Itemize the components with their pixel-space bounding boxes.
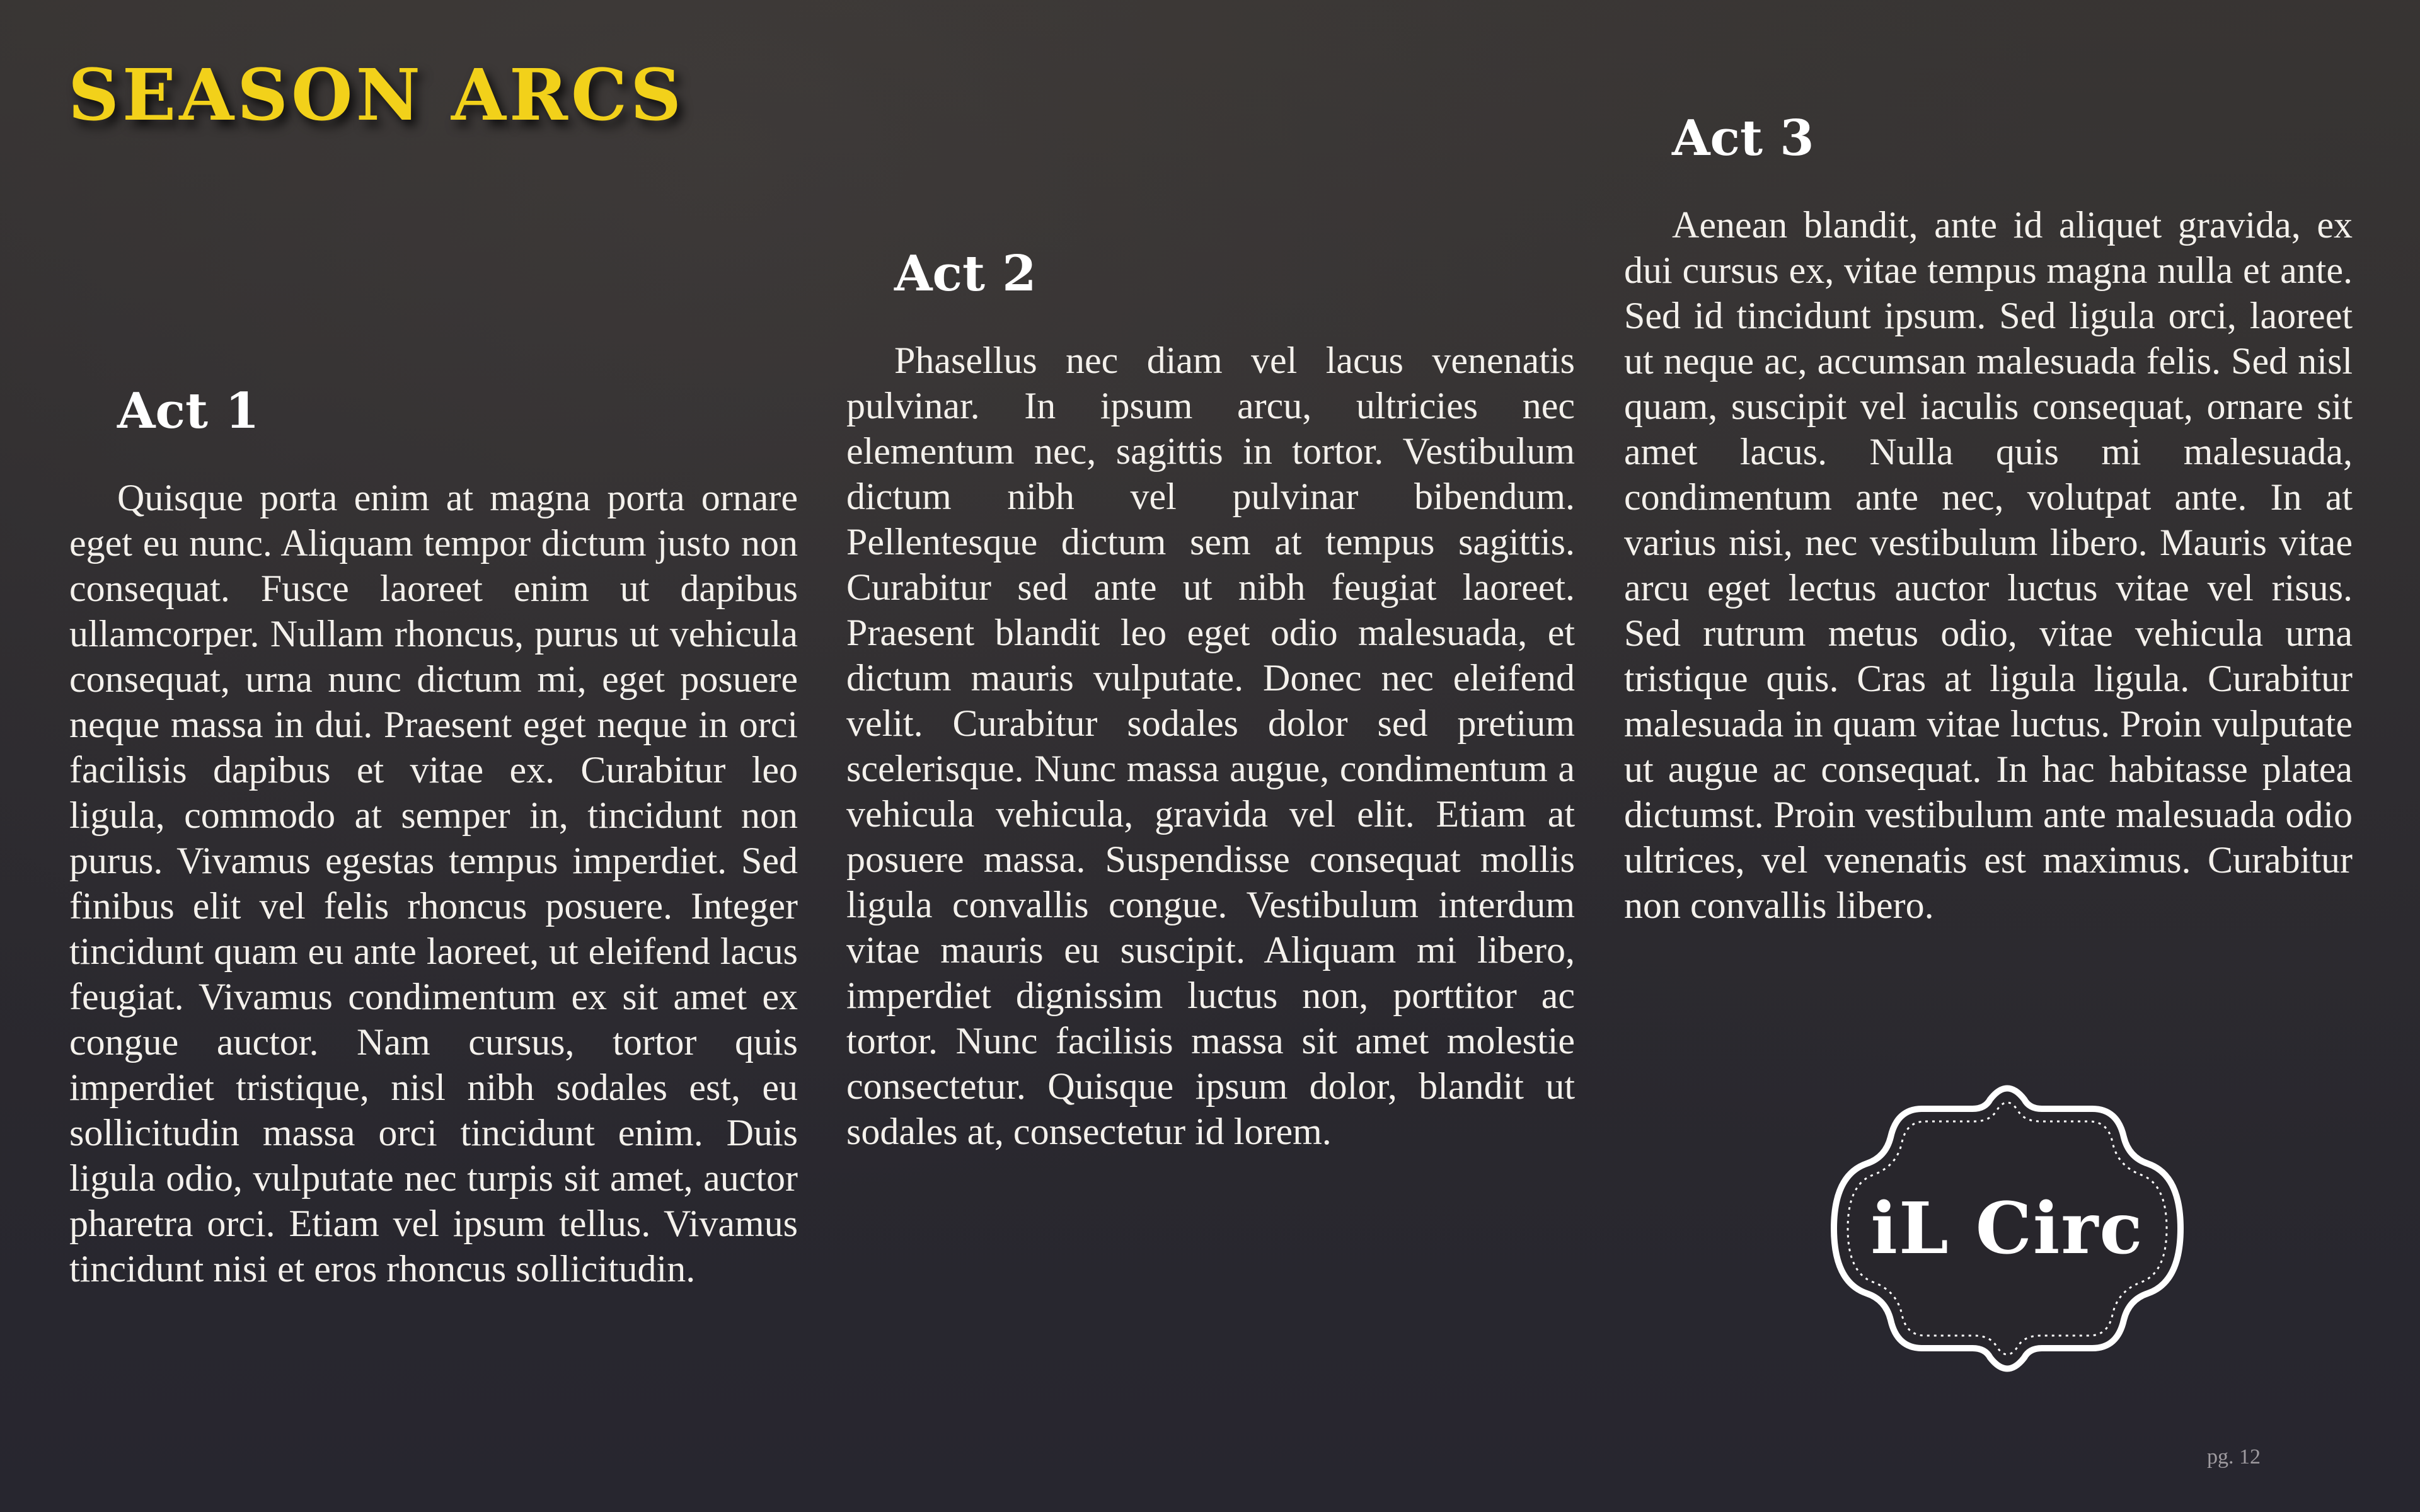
page-title: SEASON ARCS <box>68 54 684 137</box>
act-3-heading: Act 3 <box>1672 110 1814 167</box>
act-1-column <box>69 377 798 1292</box>
act-1-body: Quisque porta enim at magna porta ornare eget eu nunc. Aliquam tempor dictum justo non consequat. Fusce laoreet enim ut dapibus ullamcorper. Nullam rhoncus, purus ut vehicula consequat, urna nunc dictum mi, eget posuere neque massa in dui. Praesent eget neque in orci facilisis dapibus et vitae ex. Curabitur leo ligula, commodo at semper in, tincidunt non purus. Vivamus egestas tempus imperdiet. Sed finibus elit vel felis rhoncus posuere. Integer tincidunt quam eu ante laoreet, ut eleifend lacus feugiat. Vivamus condimentum ex sit amet ex congue auctor. Nam cursus, tortor quis imperdiet tristique, nisl nibh sodales est, eu sollicitudin massa orci tincidunt enim. Duis ligula odio, vulputate nec turpis sit amet, auctor pharetra orci. Etiam vel ipsum tellus. Vivamus tincidunt nisi et eros rhoncus sollicitudin. <box>69 477 798 1290</box>
act-3-column <box>1624 104 2353 928</box>
logo-wordmark: iL Circ <box>1870 1187 2144 1270</box>
il-circ-logo <box>1828 1074 2187 1383</box>
act-2-body: Phasellus nec diam vel lacus venenatis pulvinar. In ipsum arcu, ultricies nec elementum nec, sagittis in tortor. Vestibulum dictum nibh vel pulvinar bibendum. Pellentesque dictum sem at tempus sagittis. Curabitur sed ante ut nibh feugiat laoreet. Praesent blandit leo eget odio malesuada, et dictum mauris vulputate. Donec nec eleifend velit. Curabitur sodales dolor sed pretium scelerisque. Nunc massa augue, condimentum a vehicula vehicula, gravida vel elit. Etiam at posuere massa. Suspendisse consequat mollis ligula convallis congue. Vestibulum interdum vitae mauris eu suscipit. Aliquam mi libero, imperdiet dignissim luctus non, porttitor ac tortor. Nunc facilisis massa sit amet molestie consectetur. Quisque ipsum dolor, blandit ut sodales at, consectetur id lorem. <box>846 340 1575 1152</box>
act-3-body: Aenean blandit, ante id aliquet gravida, ex dui cursus ex, vitae tempus magna nulla et ante. Sed id tincidunt ipsum. Sed ligula orci, laoreet ut neque ac, accumsan malesuada felis. Sed nisl quam, suscipit vel iaculis consequat, ornare sit amet lacus. Nulla quis mi malesuada, condimentum ante nec, volutpat ante. In at varius nisi, nec vestibulum libero. Mauris vitae arcu eget lectus auctor luctus vitae vel risus. Sed rutrum metus odio, vitae vehicula urna tristique quis. Cras at ligula ligula. Curabitur malesuada in quam vitae luctus. Proin vulputate ut augue ac consequat. In hac habitasse platea dictumst. Proin vestibulum ante malesuada odio ultrices, vel venenatis est maximus. Curabitur non convallis libero. <box>1624 204 2353 926</box>
act-2-column <box>846 239 1575 1154</box>
act-1-heading: Act 1 <box>117 382 260 440</box>
page-number: pg. 12 <box>2207 1445 2261 1469</box>
act-2-heading: Act 2 <box>894 245 1037 302</box>
